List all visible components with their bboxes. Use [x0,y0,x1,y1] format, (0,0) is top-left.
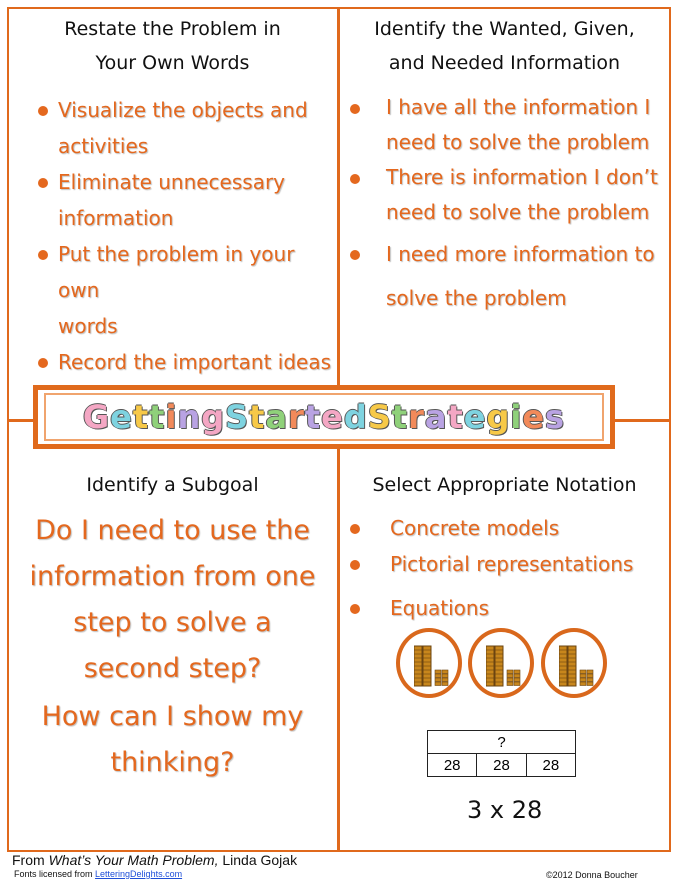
bullet-icon [350,174,360,184]
tape-diagram [427,730,576,777]
bullet-list [350,90,667,320]
base-ten-blocks-picture [396,628,462,698]
quadrant-title: Restate the Problem in Your Own Words [64,18,281,74]
list-item: Eliminate unnecessary information [38,164,335,236]
tape-part: 28 [526,754,575,777]
tape-part: 28 [428,754,477,777]
bullet-list [38,92,335,380]
thinking-question: How can I show my thinking? [41,701,304,778]
list-item: Equations [350,590,667,626]
title-banner [33,385,615,449]
quadrant-title: Select Appropriate Notation [372,474,637,496]
bullet-list [350,510,667,626]
bullet-icon [38,106,48,116]
tape-total: ? [428,731,576,754]
bullet-icon [350,604,360,614]
bullet-icon [350,104,360,114]
list-item: There is information I don’t need to solve the problem [350,160,667,230]
list-item: Record the important ideas [38,344,335,380]
base-ten-blocks-picture [468,628,534,698]
quadrant-subgoal [10,468,335,786]
quadrant-title: Identify the Wanted, Given, and Needed Information [374,18,635,74]
base-ten-blocks-picture [541,628,607,698]
bullet-icon [38,178,48,188]
equation: 3 x 28 [467,796,543,824]
fonts-credit: Fonts licensed from LetteringDelights.com [14,869,183,879]
list-item: Put the problem in your own words [38,236,335,344]
quadrant-restate [10,12,335,380]
list-item: Visualize the objects and activities [38,92,335,164]
bullet-icon [350,524,360,534]
quadrant-identify-info [342,12,667,320]
bullet-icon [38,250,48,260]
quadrant-title: Identify a Subgoal [86,474,259,496]
blocks-icon [486,644,522,688]
blocks-icon [559,644,595,688]
source-credit: From What’s Your Math Problem, Linda Gojak [12,852,298,868]
list-item: I need more information to solve the problem [350,232,667,320]
list-item: I have all the information I need to solve the problem [350,90,667,160]
fonts-link[interactable]: LetteringDelights.com [95,869,183,879]
bullet-icon [38,358,48,368]
tape-part: 28 [477,754,526,777]
blocks-icon [414,644,450,688]
list-item: Concrete models [350,510,667,546]
quadrant-notation [342,468,667,626]
banner-title: G e t t i n g S t a r t e d S t r a t e g i e s [44,393,604,441]
bullet-icon [350,250,360,260]
list-item: Pictorial representations [350,546,667,582]
copyright: ©2012 Donna Boucher [546,870,638,880]
bullet-icon [350,560,360,570]
subgoal-question: Do I need to use the information from one step to solve a second step? [29,515,316,684]
